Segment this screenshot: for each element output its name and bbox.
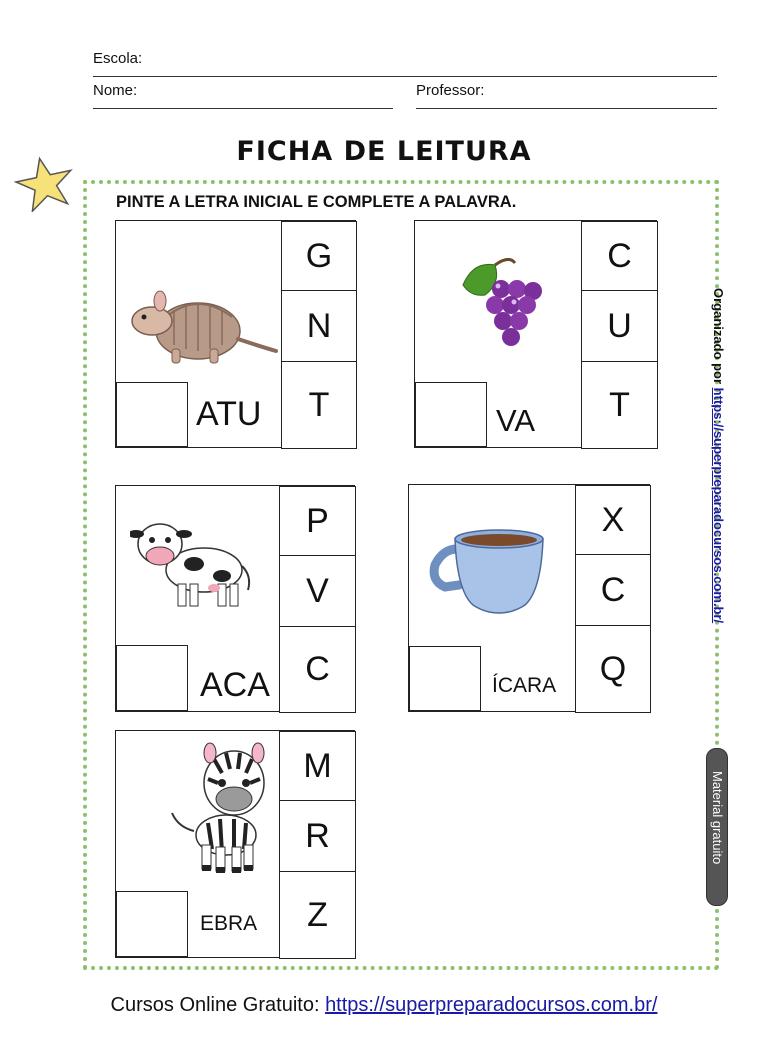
incomplete-word: ÍCARA xyxy=(492,674,557,697)
teacher-label: Professor: xyxy=(416,82,485,99)
letter-option[interactable]: P xyxy=(279,486,356,556)
star-icon xyxy=(14,156,76,212)
letter-option[interactable]: N xyxy=(281,290,357,362)
armadillo-picture xyxy=(120,287,280,369)
exercise-card xyxy=(408,484,650,712)
exercise-card xyxy=(115,220,356,448)
footer-label: Cursos Online Gratuito: xyxy=(110,994,326,1016)
free-material-label: Material gratuito xyxy=(710,771,725,865)
letter-option[interactable]: T xyxy=(281,361,357,449)
exercise-card xyxy=(414,220,657,448)
school-label: Escola: xyxy=(93,50,143,67)
organizer-credit xyxy=(708,288,726,698)
answer-box[interactable] xyxy=(409,646,481,711)
letter-option[interactable]: Z xyxy=(279,871,356,959)
letter-option[interactable]: R xyxy=(279,800,356,872)
exercise-card xyxy=(115,730,355,958)
answer-box[interactable] xyxy=(116,382,188,447)
cow-picture xyxy=(130,516,254,610)
school-line xyxy=(93,76,717,77)
zebra-picture xyxy=(164,735,274,877)
incomplete-word: EBRA xyxy=(200,912,258,935)
letter-option[interactable]: Q xyxy=(575,625,651,713)
answer-box[interactable] xyxy=(116,891,188,957)
letter-option[interactable]: T xyxy=(581,361,658,449)
letter-option[interactable]: C xyxy=(581,221,658,291)
grapes-picture xyxy=(455,253,555,363)
answer-box[interactable] xyxy=(116,645,188,711)
instruction-text: PINTE A LETRA INICIAL E COMPLETE A PALAVRA. xyxy=(116,193,517,211)
incomplete-word: ACA xyxy=(200,666,270,704)
organized-by-label: Organizado por xyxy=(711,288,726,388)
letter-option[interactable]: V xyxy=(279,555,356,627)
letter-option[interactable]: M xyxy=(279,731,356,801)
letter-option[interactable]: X xyxy=(575,485,651,555)
teacher-line xyxy=(416,108,717,109)
letter-option[interactable]: G xyxy=(281,221,357,291)
exercise-card xyxy=(115,485,355,712)
footer xyxy=(0,994,768,1017)
letter-option[interactable]: C xyxy=(575,554,651,626)
answer-box[interactable] xyxy=(415,382,487,447)
free-material-badge xyxy=(706,748,728,906)
letter-option[interactable]: C xyxy=(279,626,356,713)
footer-link[interactable]: https://superpreparadocursos.com.br/ xyxy=(325,994,658,1016)
cup-picture xyxy=(429,525,549,615)
incomplete-word: ATU xyxy=(196,395,262,433)
name-line xyxy=(93,108,393,109)
letter-option[interactable]: U xyxy=(581,290,658,362)
organizer-link[interactable]: https://superpreparadocursos.com.br/ xyxy=(711,387,726,624)
page-title: FICHA DE LEITURA xyxy=(236,136,532,167)
name-label: Nome: xyxy=(93,82,138,99)
incomplete-word: VA xyxy=(496,403,536,438)
